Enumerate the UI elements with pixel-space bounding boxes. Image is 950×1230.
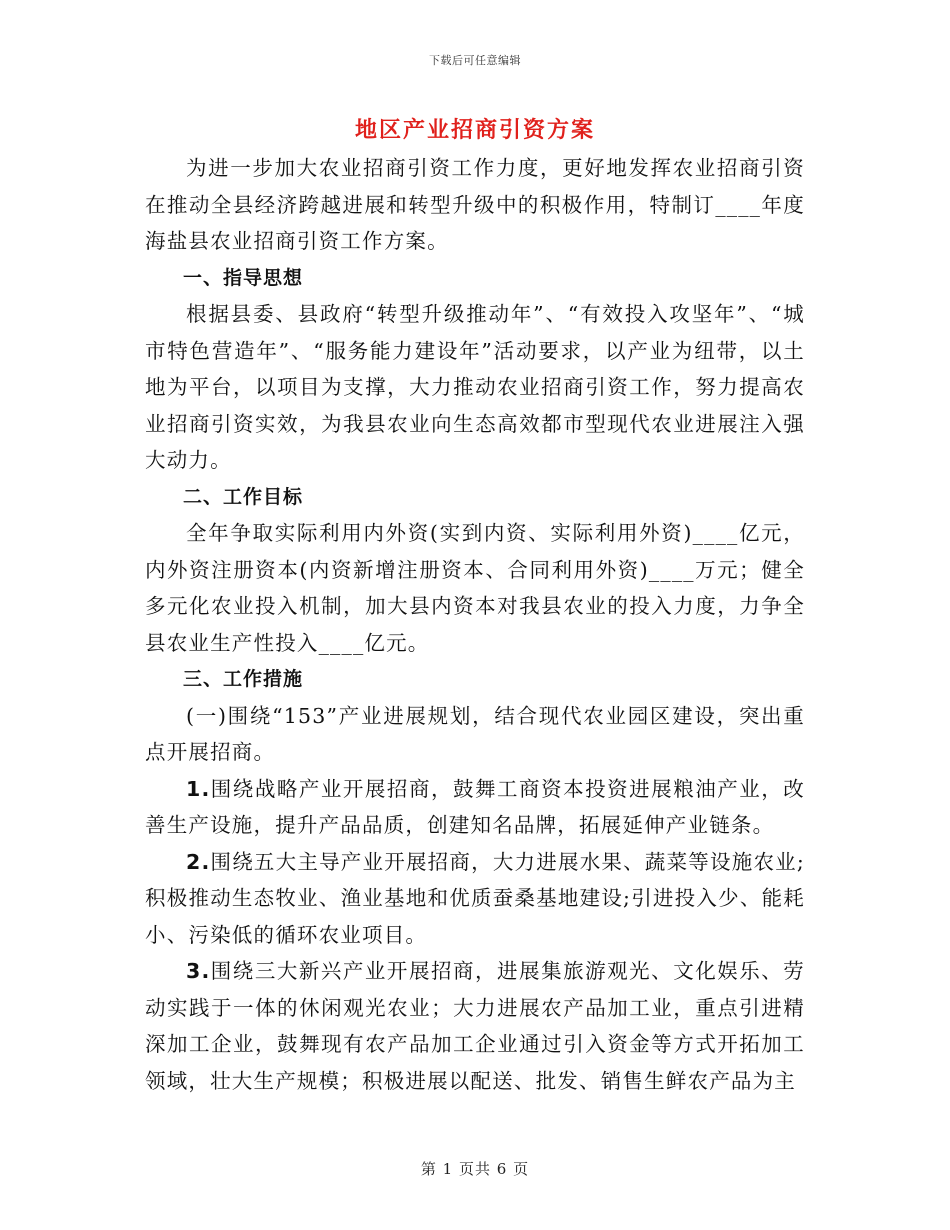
document-title: 地区产业招商引资方案 xyxy=(354,117,595,143)
list-item-3-number: 3. xyxy=(186,959,211,983)
list-item-2-text: 围绕五大主导产业开展招商，大力进展水果、蔬菜等设施农业;积极推动生态牧业、渔业基地和优质蚕桑基地建设;引进投入少、能耗小、污染低的循环农业项目。 xyxy=(145,849,805,947)
subsection-paragraph-1: (一)围绕“153”产业进展规划，结合现代农业园区建设，突出重点开展招商。 xyxy=(145,703,805,764)
list-item-2 xyxy=(145,844,805,954)
list-item-1-number: 1. xyxy=(186,776,211,801)
section-body-guiding-thought: 根据县委、县政府“转型升级推动年”、“有效投入攻坚年”、“城市特色营造年”、“服务能力建设年”活动要求，以产业为纽带，以土地为平台，以项目为支撑，大力推动农业招商引资工作，努力提高农业招商引资实效，为我县农业向生态高效都市型现代农业进展注入强大动力。 xyxy=(145,302,805,472)
section-heading-work-goals: 二、工作目标 xyxy=(183,485,304,508)
document-body xyxy=(145,150,805,1099)
list-item-1-text: 围绕战略产业开展招商，鼓舞工商资本投资进展粮油产业，改善生产设施，提升产品品质，创建知名品牌，拓展延伸产业链条。 xyxy=(145,776,805,837)
list-item-3 xyxy=(145,953,805,1099)
list-item-3-text: 围绕三大新兴产业开展招商，进展集旅游观光、文化娱乐、劳动实践于一体的休闲观光农业；大力进展农产品加工业，重点引进精深加工企业，鼓舞现有农产品加工企业通过引入资金等方式开拓加工领域，壮大生产规模；积极进展以配送、批发、销售生鲜农产品为主 xyxy=(145,959,805,1093)
page-header-note: 下载后可任意编辑 xyxy=(429,54,521,67)
section-heading-guiding-thought: 一、指导思想 xyxy=(183,266,304,289)
list-item-2-number: 2. xyxy=(186,849,211,874)
intro-paragraph: 为进一步加大农业招商引资工作力度，更好地发挥农业招商引资在推动全县经济跨越进展和转型升级中的积极作用，特制订____年度海盐县农业招商引资工作方案。 xyxy=(145,156,805,253)
list-item-1 xyxy=(145,771,805,844)
page-number-indicator: 第 1 页共 6 页 xyxy=(420,1160,530,1178)
section-heading-work-measures: 三、工作措施 xyxy=(183,668,304,690)
section-body-work-goals: 全年争取实际利用内外资(实到内资、实际利用外资)____亿元，内外资注册资本(内资新增注册资本、合同利用外资)____万元；健全多元化农业投入机制，加大县内资本对我县农业的投入力度，力争全县农业生产性投入____亿元。 xyxy=(145,521,805,655)
